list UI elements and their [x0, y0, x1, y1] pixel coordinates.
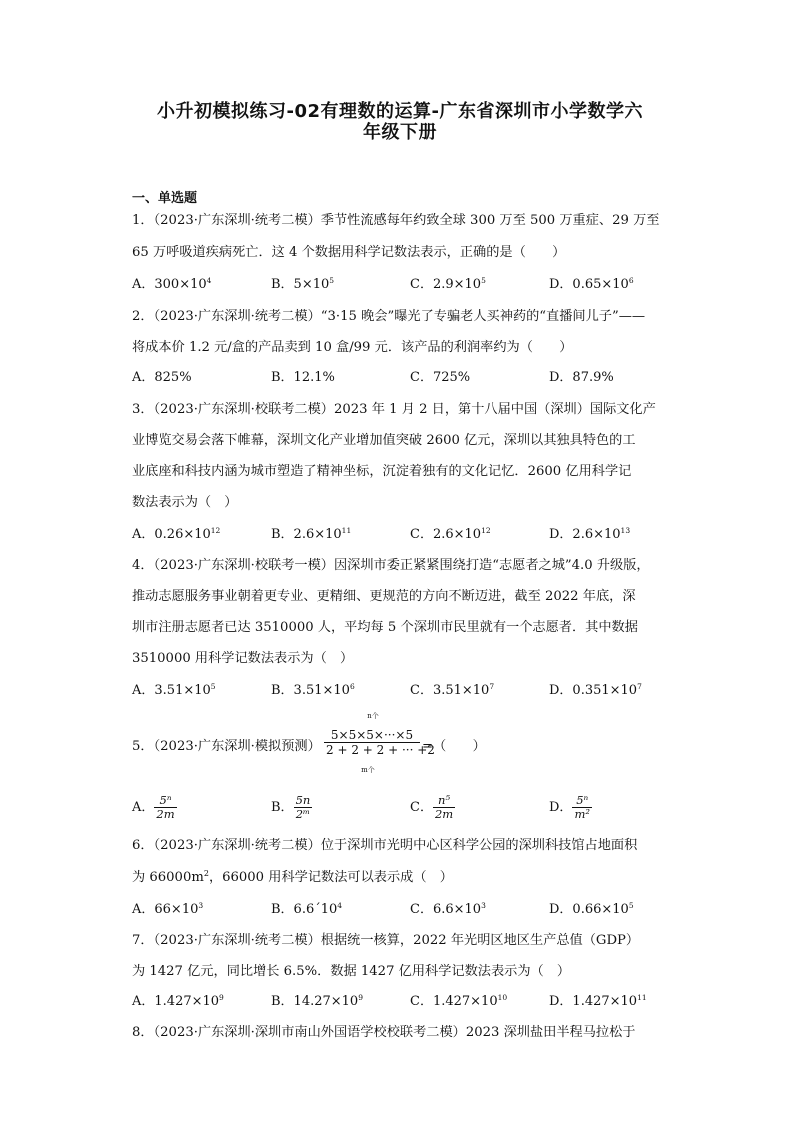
q2-stem-line1: 2．（2023·广东深圳·统考二模）“3·15 晚会”曝光了专骗老人买神药的“直播间儿子”—— — [132, 309, 646, 324]
q7-stem-line2: 为 1427 亿元，同比增长 6.5%．数据 1427 亿用科学记数法表示为（ ） — [132, 964, 571, 979]
section-heading: 一、单选题 — [132, 191, 198, 206]
q4-option-c[interactable]: C．$3.51\times 10^7$ — [410, 682, 495, 698]
q3-stem-line1: 3．（2023·广东深圳·校联考二模）2023 年 1 月 2 日，第十八届中国（深圳）国际文化产 — [132, 402, 656, 417]
q5-option-a[interactable]: A． $\frac{\text{5ⁿ}}{2m}$ — [132, 793, 175, 821]
q5-option-b[interactable]: B． $\frac{5n}{\text{2ᵐ}}$ — [271, 793, 311, 821]
q2-option-c[interactable]: C．725% — [410, 370, 471, 385]
q3-option-d[interactable]: D．$2.6\times 10^{13}$ — [549, 526, 631, 542]
q4-option-b[interactable]: B．$3.51\times 10^6$ — [271, 682, 355, 698]
q5-stem-prefix: 5．（2023·广东深圳·模拟预测） — [132, 739, 321, 754]
q1-stem-line1: 1．（2023·广东深圳·统考二模）季节性流感每年约致全球 300 万至 500 万重症、29 万至 — [132, 213, 660, 228]
q5-option-d[interactable]: D． $\frac{\text{5ⁿ}}{\text{m²}}$ — [549, 793, 590, 821]
q2-option-d[interactable]: D．87.9% — [549, 370, 614, 385]
q4-option-d[interactable]: D．$0.351\times 10^7$ — [549, 682, 642, 698]
q6-stem-line1: 6．（2023·广东深圳·统考二模）位于深圳市光明中心区科学公园的深圳科技馆占地面积 — [132, 838, 638, 853]
q3-stem-line2: 业博览交易会落下帷幕，深圳文化产业增加值突破 2600 亿元，深圳以其独具特色的工 — [132, 433, 636, 448]
q7-option-b[interactable]: B．$14.27\times 10^9$ — [271, 993, 363, 1009]
q3-stem-line3: 业底座和科技内涵为城市塑造了精神坐标，沉淀着独有的文化记忆．2600 亿用科学记 — [132, 464, 632, 479]
q5-numerator: 5×5×5×···×5 — [330, 728, 414, 742]
q3-option-b[interactable]: B．$2.6\times 10^{11}$ — [271, 526, 352, 542]
q1-option-d[interactable]: D．$0.65\times 10^6$ — [549, 276, 634, 292]
q4-stem-line2: 推动志愿服务事业朝着更专业、更精细、更规范的方向不断迈进，截至 2022 年底，深 — [132, 589, 636, 604]
q6-option-a[interactable]: A．$66\times 10^3$ — [132, 901, 204, 917]
q5-denominator: 2 + 2 + 2 + ··· +2 — [326, 743, 435, 757]
q7-option-d[interactable]: D．$1.427\times 10^{11}$ — [549, 993, 647, 1009]
q6-option-c[interactable]: C．$6.6\times 10^3$ — [410, 901, 486, 917]
q4-stem-line1: 4．（2023·广东深圳·校联考一模）因深圳市委正紧紧围绕打造“志愿者之城”4.0 升级版， — [132, 558, 650, 573]
q6-stem-line2: 为 $66000m^2$，66000 用科学记数法可以表示成（ ） — [132, 869, 453, 885]
q1-option-a[interactable]: A．$300\times 10^4$ — [132, 276, 212, 292]
q6-option-d[interactable]: D．$0.66\times 10^5$ — [549, 901, 634, 917]
page-title-line1: 小升初模拟练习-02有理数的运算-广东省深圳市小学数学六 — [157, 101, 643, 122]
q7-option-c[interactable]: C．$1.427\times 10^{10}$ — [410, 993, 508, 1009]
q1-option-c[interactable]: C．$2.9\times 10^5$ — [410, 276, 486, 292]
page-title-line2: 年级下册 — [363, 122, 437, 143]
q8-stem-line1: 8．（2023·广东深圳·深圳市南山外国语学校校联考二模）2023 深圳盐田半程马拉松于 — [132, 1025, 636, 1040]
q4-stem-line4: 3510000 用科学记数法表示为（ ） — [132, 651, 354, 666]
q6-option-b[interactable]: B．$6.6´10^4$ — [271, 901, 343, 917]
q1-option-b[interactable]: B．$5\times 10^5$ — [271, 276, 335, 292]
q2-option-b[interactable]: B．12.1% — [271, 370, 335, 385]
q5-fraction — [324, 728, 435, 757]
q7-stem-line1: 7．（2023·广东深圳·统考二模）根据统一核算，2022 年光明区地区生产总值（GDP） — [132, 933, 640, 948]
q1-stem-line2: 65 万呼吸道疾病死亡．这 4 个数据用科学记数法表示，正确的是（ ） — [132, 245, 566, 260]
q5-stem-suffix: =（ ） — [422, 739, 486, 754]
q5-top-count: n个 — [367, 712, 379, 720]
q3-stem-line4: 数法表示为（ ） — [132, 495, 238, 510]
q2-stem-line2: 将成本价 1.2 元/盒的产品卖到 10 盒/99 元．该产品的利润率约为（ ） — [132, 340, 573, 355]
q3-option-a[interactable]: A．$0.26\times 10^{12}$ — [132, 526, 221, 542]
q5-option-c[interactable]: C． $\frac{\text{n⁵}}{2m}$ — [410, 793, 454, 821]
q4-stem-line3: 圳市注册志愿者已达 3510000 人，平均每 5 个深圳市民里就有一个志愿者．其中数据 — [132, 620, 638, 635]
q7-option-a[interactable]: A．$1.427\times 10^9$ — [132, 993, 224, 1009]
q2-option-a[interactable]: A．825% — [132, 370, 192, 385]
q3-option-c[interactable]: C．$2.6\times 10^{12}$ — [410, 526, 491, 542]
q5-bottom-count: m个 — [361, 766, 375, 774]
q4-option-a[interactable]: A．$3.51\times 10^5$ — [132, 682, 216, 698]
